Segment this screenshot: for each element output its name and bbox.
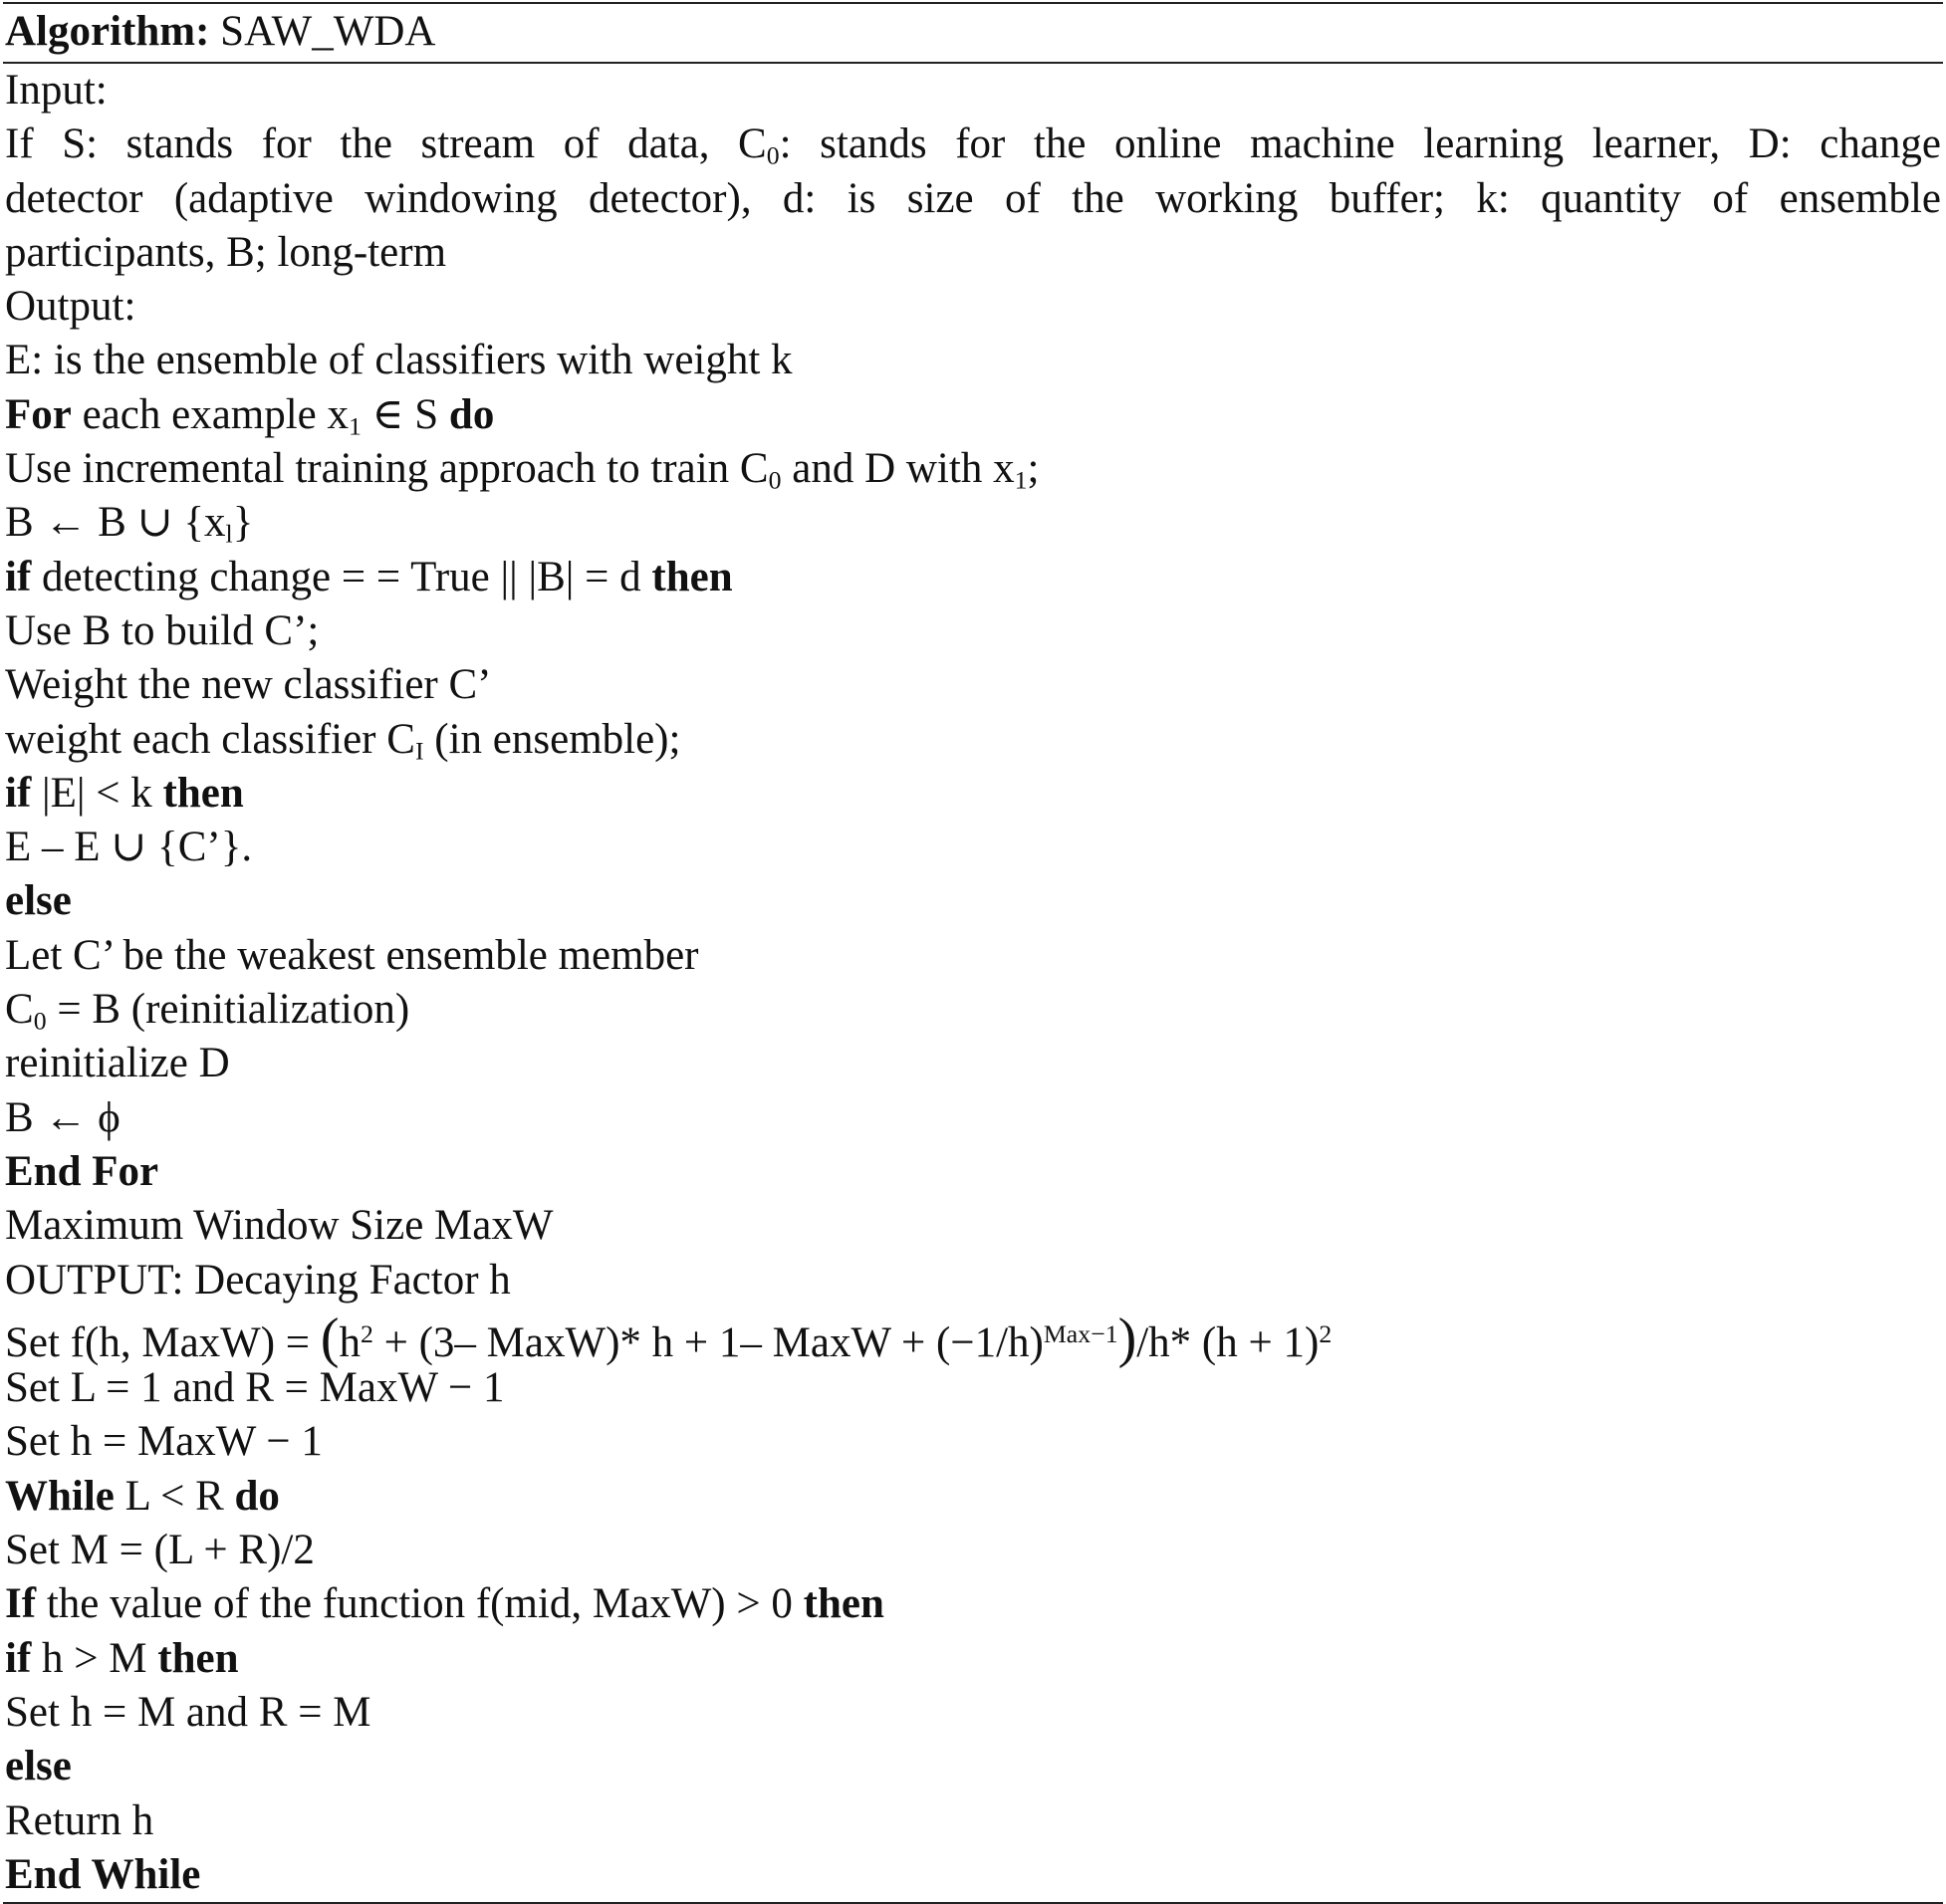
line-end-while: End While	[5, 1850, 201, 1898]
algorithm-label: Algorithm:	[5, 8, 210, 55]
line-input-desc-1: If S: stands for the stream of data, $C_0$: stands for the online machine learning learner, D: change	[5, 120, 1942, 170]
line-if-func: If the value of the function f(mid, MaxW) > 0 then	[5, 1580, 884, 1628]
line-max-window: Maximum Window Size MaxW	[5, 1202, 554, 1250]
line-weight-each: weight each classifier $C_I$ (in ensemble);	[5, 715, 681, 765]
line-b-update: B ← B ∪ $\{x_l\}$	[5, 499, 254, 549]
algorithm-header	[3, 4, 1943, 62]
line-output-decay: OUTPUT: Decaying Factor h	[5, 1256, 511, 1304]
line-return-h: Return h	[5, 1796, 154, 1844]
algorithm-body	[3, 64, 1943, 1902]
line-c0-reinit: $C_0 = B$ (reinitialization)	[5, 986, 410, 1036]
line-set-m: Set M = (L + R)/2	[5, 1527, 315, 1574]
line-set-l-r: Set L = 1 and R = MaxW − 1	[5, 1364, 505, 1412]
line-let-weakest: Let C’ be the weakest ensemble member	[5, 931, 699, 979]
line-if-change: if detecting change = = True || |B| = d then	[5, 553, 733, 600]
line-while: While L < R do	[5, 1472, 280, 1520]
line-input-desc-2: detector (adaptive windowing detector), d: is size of the working buffer; k: quantity of ensemble	[5, 174, 1941, 222]
line-output-desc: E: is the ensemble of classifiers with weight k	[5, 337, 793, 384]
line-input-label: Input:	[5, 67, 108, 114]
line-build: Use B to build C’;	[5, 606, 320, 654]
line-e-union: E – E ∪ {C’}.	[5, 824, 253, 871]
line-else-1: else	[5, 877, 72, 925]
line-set-h-m: Set h = M and R = M	[5, 1688, 371, 1736]
line-set-h: Set h = MaxW − 1	[5, 1418, 323, 1466]
line-b-phi: B ← ϕ	[5, 1093, 121, 1141]
line-else-2: else	[5, 1743, 72, 1790]
line-train: Use incremental training approach to train $C_0$ and D with $x_1$;	[5, 445, 1040, 495]
line-reinit-d: reinitialize D	[5, 1040, 230, 1087]
line-if-h: if h > M then	[5, 1634, 239, 1682]
line-end-for: End For	[5, 1147, 159, 1195]
line-weight-new: Weight the new classifier C’	[5, 661, 492, 709]
line-output-label: Output:	[5, 283, 136, 331]
line-if-e: if |E| < k then	[5, 769, 244, 817]
algorithm-name: SAW_WDA	[220, 8, 436, 55]
line-input-desc-3: participants, B; long-term	[5, 228, 447, 276]
algorithm-box	[3, 0, 1943, 1904]
line-set-f: Set f(h, MaxW) = ($h^2 + (3-$ MaxW)* h + 1– MaxW + $(-1/h)^{Max-1})/h*$ $(h + 1)^2$	[5, 1308, 1333, 1370]
line-for-each: For each example $x_1$ ∈ S do	[5, 390, 495, 441]
